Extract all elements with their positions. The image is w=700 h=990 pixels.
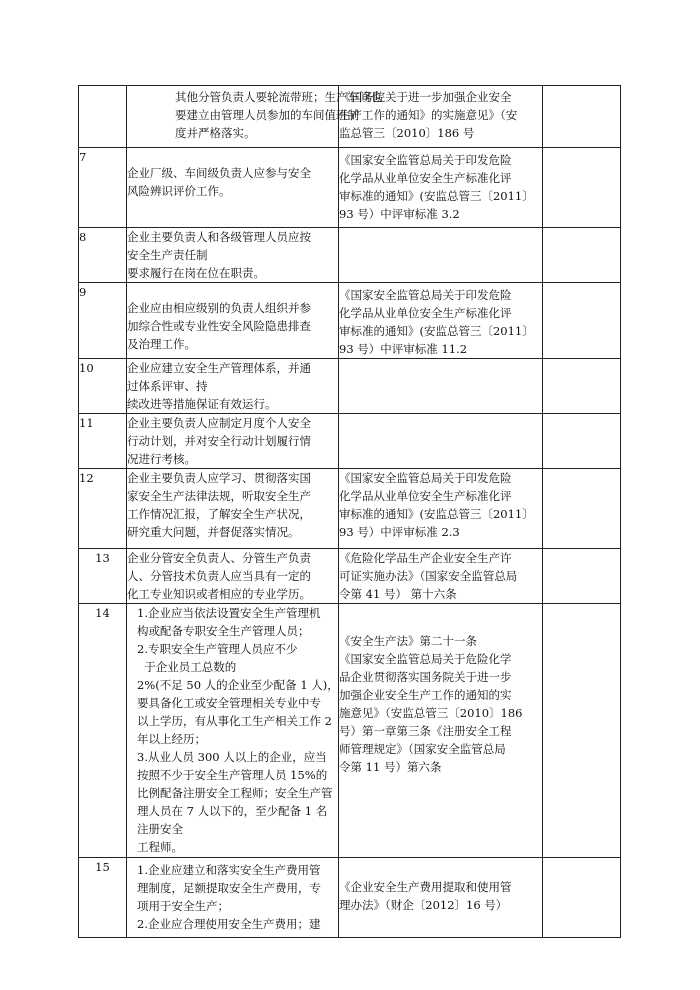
text-line: 号）第一章第三条《注册安全工程 — [339, 724, 512, 738]
table-row — [79, 414, 621, 469]
text-line: 化学品从业单位安全生产标准化评 — [339, 489, 512, 503]
text-line: 企业分管安全负责人、分管生产负责 — [127, 551, 311, 565]
text-line: 续改进等措施保证有效运行。 — [127, 397, 277, 411]
table-row — [79, 858, 621, 938]
remark-cell — [543, 86, 621, 148]
text-line: 加综合性或专业性安全风险隐患排查 — [127, 319, 311, 333]
text-line: 研究重大问题，并督促落实情况。 — [127, 525, 300, 539]
text-line: 于企业员工总数的 — [137, 660, 237, 674]
reference-cell — [339, 469, 543, 549]
row-number: 8 — [79, 228, 127, 283]
remark-cell — [543, 469, 621, 549]
text-line: 1.企业应当依法设置安全生产管理机 — [137, 606, 321, 620]
text-line: 理人员在 7 人以下的，至少配备 1 名 — [137, 804, 328, 818]
text-line: 2.专职安全生产管理人员应不少 — [137, 642, 298, 656]
text-line: 93 号）中评审标准 3.2 — [339, 207, 460, 221]
text-line: 《安全生产法》第二十一条 — [339, 634, 477, 648]
text-line: 按照不少于安全生产管理人员 15%的 — [137, 768, 328, 782]
remark-cell — [543, 858, 621, 938]
text-line: 要求履行在岗在位在职责。 — [127, 266, 265, 280]
reference-cell — [339, 359, 543, 414]
text-line: 工程师。 — [137, 840, 183, 854]
text-line: 93 号）中评审标准 2.3 — [339, 525, 460, 539]
table-row — [79, 549, 621, 604]
table-row — [79, 604, 621, 858]
text-line: 其他分管负责人要轮流带班；生产车间也 — [175, 90, 382, 104]
text-line: 审标准的通知》(安监总管三〔2011〕 — [339, 507, 534, 521]
text-line: 过体系评审、持 — [127, 379, 208, 393]
requirement-cell — [127, 604, 339, 858]
text-line: 审标准的通知》(安监总管三〔2011〕 — [339, 324, 534, 338]
requirement-cell — [127, 228, 339, 283]
table-row — [79, 469, 621, 549]
text-line: 化学品从业单位安全生产标准化评 — [339, 306, 512, 320]
text-line: 度并严格落实。 — [175, 126, 256, 140]
text-line: 年以上经历； — [137, 732, 206, 746]
text-line: 企业应由相应级别的负责人组织并参 — [127, 301, 311, 315]
remark-cell — [543, 414, 621, 469]
text-line: 生产工作的通知》的实施意见》（安 — [339, 108, 518, 122]
text-line: 监总管三〔2010〕186 号 — [339, 126, 475, 140]
text-line: 企业主要负责人和各级管理人员应按 — [127, 230, 311, 244]
requirement-cell — [127, 858, 339, 938]
text-line: 《企业安全生产费用提取和使用管 — [339, 880, 512, 894]
text-line: 品企业贯彻落实国务院关于进一步 — [339, 670, 512, 684]
text-line: 注册安全 — [137, 822, 183, 836]
text-line: 工作情况汇报，了解安全生产状况， — [127, 507, 311, 521]
requirement-cell — [127, 283, 339, 359]
text-line: 理办法》（财企〔2012〕16 号） — [339, 898, 508, 912]
text-line: 理制度，足额提取安全生产费用，专 — [137, 881, 321, 895]
row-number: 14 — [79, 604, 127, 858]
reference-cell — [339, 283, 543, 359]
row-number: 10 — [79, 359, 127, 414]
remark-cell — [543, 228, 621, 283]
text-line: 企业主要负责人应学习、贯彻落实国 — [127, 471, 311, 485]
text-line: 《国家安全监管总局关于印发危险 — [339, 153, 512, 167]
table-row — [79, 228, 621, 283]
remark-cell — [543, 148, 621, 228]
requirement-cell — [127, 469, 339, 549]
text-line: 及治理工作。 — [127, 337, 196, 351]
text-line: 令第 11 号）第六条 — [339, 760, 442, 774]
requirement-cell — [127, 549, 339, 604]
text-line: 化学品从业单位安全生产标准化评 — [339, 171, 512, 185]
text-line: 企业厂级、车间级负责人应参与安全 — [127, 166, 311, 180]
text-line: 风险辨识评价工作。 — [127, 184, 231, 198]
reference-cell — [339, 414, 543, 469]
table-row — [79, 359, 621, 414]
text-line: 比例配备注册安全工程师；安全生产管 — [137, 786, 333, 800]
reference-cell — [339, 858, 543, 938]
text-line: 化工专业知识或者相应的专业学历。 — [127, 587, 311, 601]
text-line: 项用于安全生产； — [137, 899, 229, 913]
text-line: 况进行考核。 — [127, 452, 196, 466]
text-line: 企业应建立安全生产管理体系，并通 — [127, 361, 311, 375]
text-line: 3.从业人员 300 人以上的企业，应当 — [137, 750, 327, 764]
text-line: 《国家安全监管总局关于印发危险 — [339, 288, 512, 302]
regulation-table — [78, 85, 621, 938]
table-row — [79, 86, 621, 148]
text-line: 审标准的通知》(安监总管三〔2011〕 — [339, 189, 534, 203]
text-line: 企业主要负责人应制定月度个人安全 — [127, 416, 311, 430]
text-line: 行动计划，并对安全行动计划履行情 — [127, 434, 311, 448]
text-line: 93 号）中评审标准 11.2 — [339, 342, 468, 356]
text-line: 构或配备专职安全生产管理人员； — [137, 624, 310, 638]
row-number: 12 — [79, 469, 127, 549]
reference-cell — [339, 86, 543, 148]
requirement-cell — [127, 414, 339, 469]
text-line: 《国家安全监管总局关于危险化学 — [339, 652, 512, 666]
text-line: 1.企业应建立和落实安全生产费用管 — [137, 863, 321, 877]
remark-cell — [543, 604, 621, 858]
reference-cell — [339, 604, 543, 858]
reference-cell — [339, 228, 543, 283]
text-line: 要建立由管理人员参加的车间值班制 — [175, 108, 359, 122]
reference-cell — [339, 148, 543, 228]
row-number: 15 — [79, 858, 127, 938]
reference-cell — [339, 549, 543, 604]
remark-cell — [543, 549, 621, 604]
text-line: 《国务院关于进一步加强企业安全 — [339, 90, 512, 104]
row-number — [79, 86, 127, 148]
table-row — [79, 148, 621, 228]
text-line: 令第 41 号） 第十六条 — [339, 587, 457, 601]
text-line: 要具备化工或安全管理相关专业中专 — [137, 696, 321, 710]
row-number: 7 — [79, 148, 127, 228]
text-line: 以上学历，有从事化工生产相关工作 2 — [137, 714, 332, 728]
requirement-cell — [127, 86, 382, 148]
text-line: 2%(不足 50 人的企业至少配备 1 人)， — [137, 678, 339, 692]
text-line: 可证实施办法》（国家安全监管总局 — [339, 569, 518, 583]
text-line: 施意见》（安监总管三〔2010〕186 — [339, 706, 523, 720]
text-line: 师管理规定》（国家安全监管总局 — [339, 742, 506, 756]
text-line: 2.企业应合理使用安全生产费用；建 — [137, 917, 321, 931]
row-number: 9 — [79, 283, 127, 359]
remark-cell — [543, 283, 621, 359]
requirement-cell — [127, 148, 339, 228]
remark-cell — [543, 359, 621, 414]
table-row — [79, 283, 621, 359]
text-line: 安全生产责任制 — [127, 248, 208, 262]
text-line: 《危险化学品生产企业安全生产许 — [339, 551, 512, 565]
row-number: 13 — [79, 549, 127, 604]
text-line: 加强企业安全生产工作的通知的实 — [339, 688, 512, 702]
text-line: 《国家安全监管总局关于印发危险 — [339, 471, 512, 485]
text-line: 家安全生产法律法规，听取安全生产 — [127, 489, 311, 503]
requirement-cell — [127, 359, 339, 414]
text-line: 人、分管技术负责人应当具有一定的 — [127, 569, 311, 583]
row-number: 11 — [79, 414, 127, 469]
